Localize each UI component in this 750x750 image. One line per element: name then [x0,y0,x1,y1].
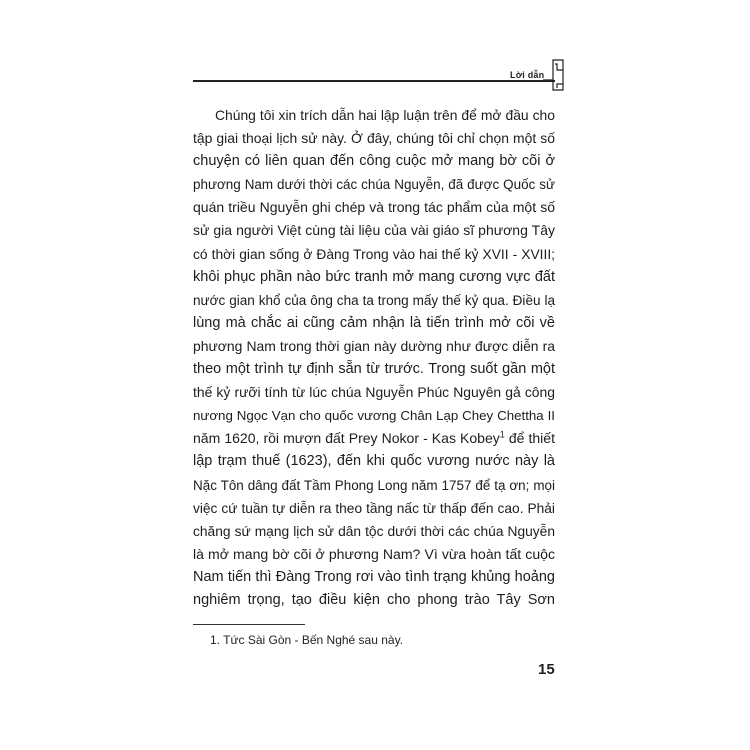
text-line: nước gian khổ của ông cha ta trong mấy thế kỷ qua. Điều lạ [193,292,555,308]
text-line: Chúng tôi xin trích dẫn hai lập luận trên để mở đầu cho [215,107,555,123]
text-line: lùng mà chắc ai cũng cảm nhận là tiến trình mở cõi về [193,314,555,331]
text-line: nương Ngọc Vạn cho quốc vương Chân Lạp Chey Chettha II [193,408,555,424]
text-line: phương Nam trong thời gian này dường như được diễn ra [193,337,555,354]
text-line: tập giai thoại lịch sử này. Ở đây, chúng tôi chỉ chọn một số [193,130,555,147]
footnote-rule [193,624,305,625]
text-line: theo một trình tự định sẵn từ trước. Trong suốt gần một [193,361,555,378]
text-line: là mở mang bờ cõi ở phương Nam? Vì vừa hoàn tất cuộc [193,545,555,562]
text-segment: năm 1620, rồi mượn đất Prey Nokor - Kas Kobey [193,430,500,447]
text-line: sử gia người Việt cùng tài liệu của vài giáo sĩ phương Tây [193,222,555,239]
text-line: phương Nam dưới thời các chúa Nguyễn, đã được Quốc sử [193,177,555,193]
text-line: chăng sứ mạng lịch sử dân tộc dưới thời các chúa Nguyễn [193,523,555,539]
running-head: Lời dẫn [510,70,545,80]
text-line: Nặc Tôn dâng đất Tầm Phong Long năm 1757 để tạ ơn; mọi [193,477,555,493]
page-number: 15 [538,661,555,678]
text-line: việc cứ tuần tự diễn ra theo tầng nấc từ thấp đến cao. Phải [193,500,555,516]
text-line: khôi phục phần nào bức tranh mở mang cương vực đất [193,268,555,285]
text-line: Nam tiến thì Đàng Trong rơi vào tình trạng khủng hoảng [193,568,555,585]
text-line: thế kỷ rưỡi tính từ lúc chúa Nguyễn Phúc Nguyên gả công [193,384,555,401]
header-rule [193,80,555,82]
body-text [193,104,555,612]
text-line-with-footnote [193,427,555,450]
text-line: chuyện có liên quan đến công cuộc mở mang bờ cõi ở [193,153,555,170]
footnote: 1. Tức Sài Gòn - Bến Nghé sau này. [210,633,404,647]
text-line: có thời gian sống ở Đàng Trong vào hai thế kỷ XVII - XVIII; [193,245,555,262]
footnote-marker: 1 [499,429,505,440]
text-line: lập trạm thuế (1623), đến khi quốc vương nước này là [193,453,555,470]
text-line: nghiêm trọng, tạo điều kiện cho phong trào Tây Sơn [193,591,555,608]
corner-ornament-icon [541,56,569,96]
text-segment: để thiết [504,430,555,447]
text-line: quán triều Nguyễn ghi chép và trong tác phẩm của một số [193,199,555,216]
